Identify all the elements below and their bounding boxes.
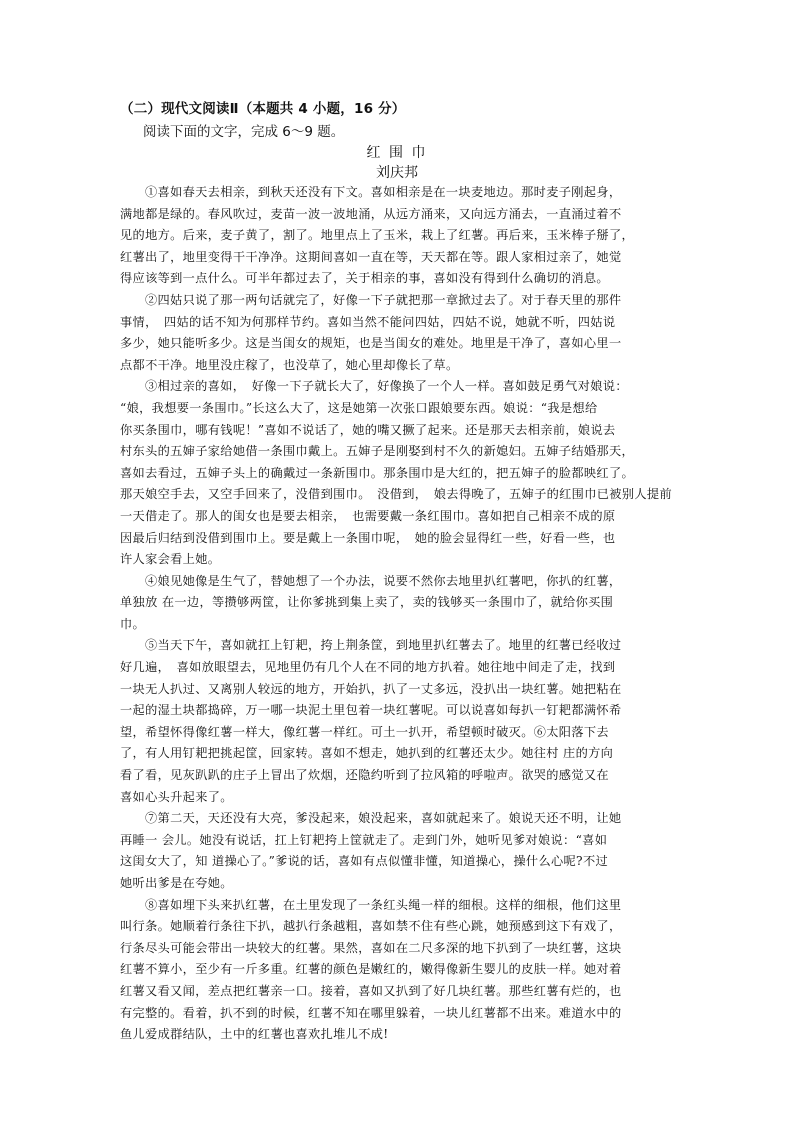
paragraph-line: 她听出爹是在夸她。 xyxy=(120,876,233,890)
paragraph-line: ①喜如春天去相亲，到秋天还没有下文。喜如相亲是在一块麦地边。那时麦子刚起身， xyxy=(145,185,622,199)
paragraph-line: ⑦第二天，天还没有大亮，爹没起来，娘没起来，喜如就起来了。娘说天还不明，让她 xyxy=(145,811,622,826)
paragraph-line: ⑧喜如埋下头来扒红薯，在土里发现了一条红头绳一样的细根。这样的细根，他们这里 xyxy=(145,897,622,912)
reading-instruction: 阅读下面的文字，完成 6～9 题。 xyxy=(143,124,345,140)
paragraph-line: ④娘见她像是生气了，替她想了一个办法，说要不然你去地里扒红薯吧，你扒的红薯， xyxy=(145,573,622,588)
paragraph-line: 鱼儿爱成群结队，土中的红薯也喜欢扎堆儿不成! xyxy=(120,1027,389,1042)
article-body xyxy=(120,182,675,1046)
paragraph-line: 望，希望怀得像红薯一样大，像红薯一样红。可土一扒开，希望顿时破灭。⑥太阳落下去 xyxy=(120,724,609,739)
paragraph-line: 你买条围巾，哪有钱呢！”喜如不说话了，她的嘴又撅了起来。还是那天去相亲前，娘说去 xyxy=(120,422,616,437)
paragraph-line: 一起的湿土块都捣碎，万一哪一块泥土里包着一块红薯呢。可以说喜如每扒一钉耙都满怀希 xyxy=(120,703,622,718)
paragraph-line: 行条尽头可能会带出一块较大的红薯。果然，喜如在二尺多深的地下扒到了一块红薯，这块 xyxy=(120,940,622,955)
paragraph-line: ②四姑只说了那一两句话就完了，好像一下子就把那一章掀过去了。对于春天里的那件 xyxy=(145,292,622,307)
article-paragraph-7 xyxy=(120,895,675,1046)
paragraph-line: 点都不干净。地里没庄稼了，也没草了，她心里却像长了草。 xyxy=(120,357,459,372)
paragraph-line: 巾。 xyxy=(120,616,146,631)
paragraph-line: 喜如心头升起来了。 xyxy=(120,789,233,804)
article-author: 刘庆邦 xyxy=(376,165,418,181)
paragraph-line: 一块无人扒过、又离别人较远的地方，开始扒，扒了一丈多远，没扒出一块红薯。她把粘在 xyxy=(120,681,622,696)
paragraph-line: 那天娘空手去，又空手回来了，没借到围巾。 没借到， 娘去得晚了，五婶子的红围巾已被别人提前 xyxy=(120,487,672,502)
paragraph-line: 好几遍， 喜如放眼望去，见地里仍有几个人在不同的地方扒着。她往地中间走了走，找到 xyxy=(120,660,616,675)
paragraph-line: 满地都是绿的。春风吹过，麦苗一波一波地涌，从远方涌来，又向远方涌去，一直涌过着不 xyxy=(120,206,622,221)
paragraph-line: ⑤当天下午，喜如就扛上钉耙，挎上荆条筐，到地里扒红薯去了。地里的红薯已经收过 xyxy=(145,638,622,653)
paragraph-line: “娘，我想要一条围巾。”长这么大了，这是她第一次张口跟娘要东西。娘说：“我是想给 xyxy=(120,400,598,415)
paragraph-line: 红薯又看又闻，差点把红薯亲一口。接着，喜如又扒到了好几块红薯。那些红薯有烂的，也 xyxy=(120,983,622,998)
paragraph-line: 有完整的。看着，扒不到的时候，红薯不知在哪里躲着，一块儿红薯都不出来。难道水中的 xyxy=(120,1005,622,1020)
article-title: 红 围 巾 xyxy=(366,145,428,161)
paragraph-line: 一天借走了。那人的闺女也是要去相亲， 也需要戴一条红围巾。喜如把自己相亲不成的原 xyxy=(120,508,616,523)
article-paragraph-4 xyxy=(120,571,675,636)
article-paragraph-2 xyxy=(120,290,675,376)
paragraph-line: 这闺女大了，知 道操心了。”爹说的话，喜如有点似懂非懂，知道操心，操什么心呢?不过 xyxy=(120,854,609,869)
paragraph-line: 单独放 在一边，等攒够两筐，让你爹挑到集上卖了，卖的钱够买一条围巾了，就给你买围 xyxy=(120,595,614,610)
paragraph-line: 红薯出了，地里变得干干净净。这期间喜如一直在等，天天都在等。跟人家相过亲了，她觉 xyxy=(120,249,622,264)
paragraph-line: 看了看，见灰趴趴的庄子上冒出了炊烟，还隐约听到了拉风箱的呼啦声。欲哭的感觉又在 xyxy=(120,768,609,783)
paragraph-line: 了，有人用钉耙把挑起筐，回家转。喜如不想走，她扒到的红薯还太少。她往村 庄的方向 xyxy=(120,746,614,761)
section-heading: （二）现代文阅读Ⅱ（本题共 4 小题，16 分） xyxy=(120,101,406,117)
paragraph-line: 叫行条。她顺着行条往下扒，越扒行条越粗，喜如禁不住有些心跳，她预感到这下有戏了， xyxy=(120,919,622,934)
paragraph-line: 得应该等到一点什么。可半年都过去了，关于相亲的事，喜如没有得到什么确切的消息。 xyxy=(120,271,609,286)
paragraph-line: 再睡一 会儿。她没有说话，扛上钉耙挎上筐就走了。走到门外，她听见爹对娘说：“喜如 xyxy=(120,832,608,847)
paragraph-line: 村东头的五婶子家给她借一条围巾戴上。五婶子是刚娶到村不久的新媳妇。五婶子结婚那天， xyxy=(120,444,635,459)
paragraph-line: 因最后归结到没借到围巾上。要是戴上一条围巾呢， 她的脸会显得红一些，好看一些，也 xyxy=(120,530,616,545)
paragraph-line: ③相过亲的喜如， 好像一下子就长大了，好像换了一个人一样。喜如鼓足勇气对娘说： xyxy=(145,379,628,394)
paragraph-line: 多少，她只能听多少。这是当闺女的规矩，也是当闺女的难处。地里是干净了，喜如心里一 xyxy=(120,336,622,351)
article-paragraph-1 xyxy=(120,182,675,290)
paragraph-line: 许人家会看上她。 xyxy=(120,552,221,567)
article-paragraph-6 xyxy=(120,808,675,894)
paragraph-line: 事情， 四姑的话不知为何那样节约。喜如当然不能问四姑，四姑不说，她就不听，四姑说 xyxy=(120,314,616,329)
paragraph-line: 喜如去看过，五婶子头上的确戴过一条新围巾。那条围巾是大红的，把五婶子的脸都映红了。 xyxy=(120,465,635,480)
paragraph-line: 红薯不算小，至少有一斤多重。红薯的颜色是嫩红的，嫩得像新生婴儿的皮肤一样。她对着 xyxy=(120,962,622,977)
article-paragraph-5 xyxy=(120,635,675,808)
article-paragraph-3 xyxy=(120,376,675,570)
paragraph-line: 见的地方。后来，麦子黄了，割了。地里点上了玉米，栽上了红薯。再后来，玉米棒子掰了， xyxy=(120,228,635,243)
